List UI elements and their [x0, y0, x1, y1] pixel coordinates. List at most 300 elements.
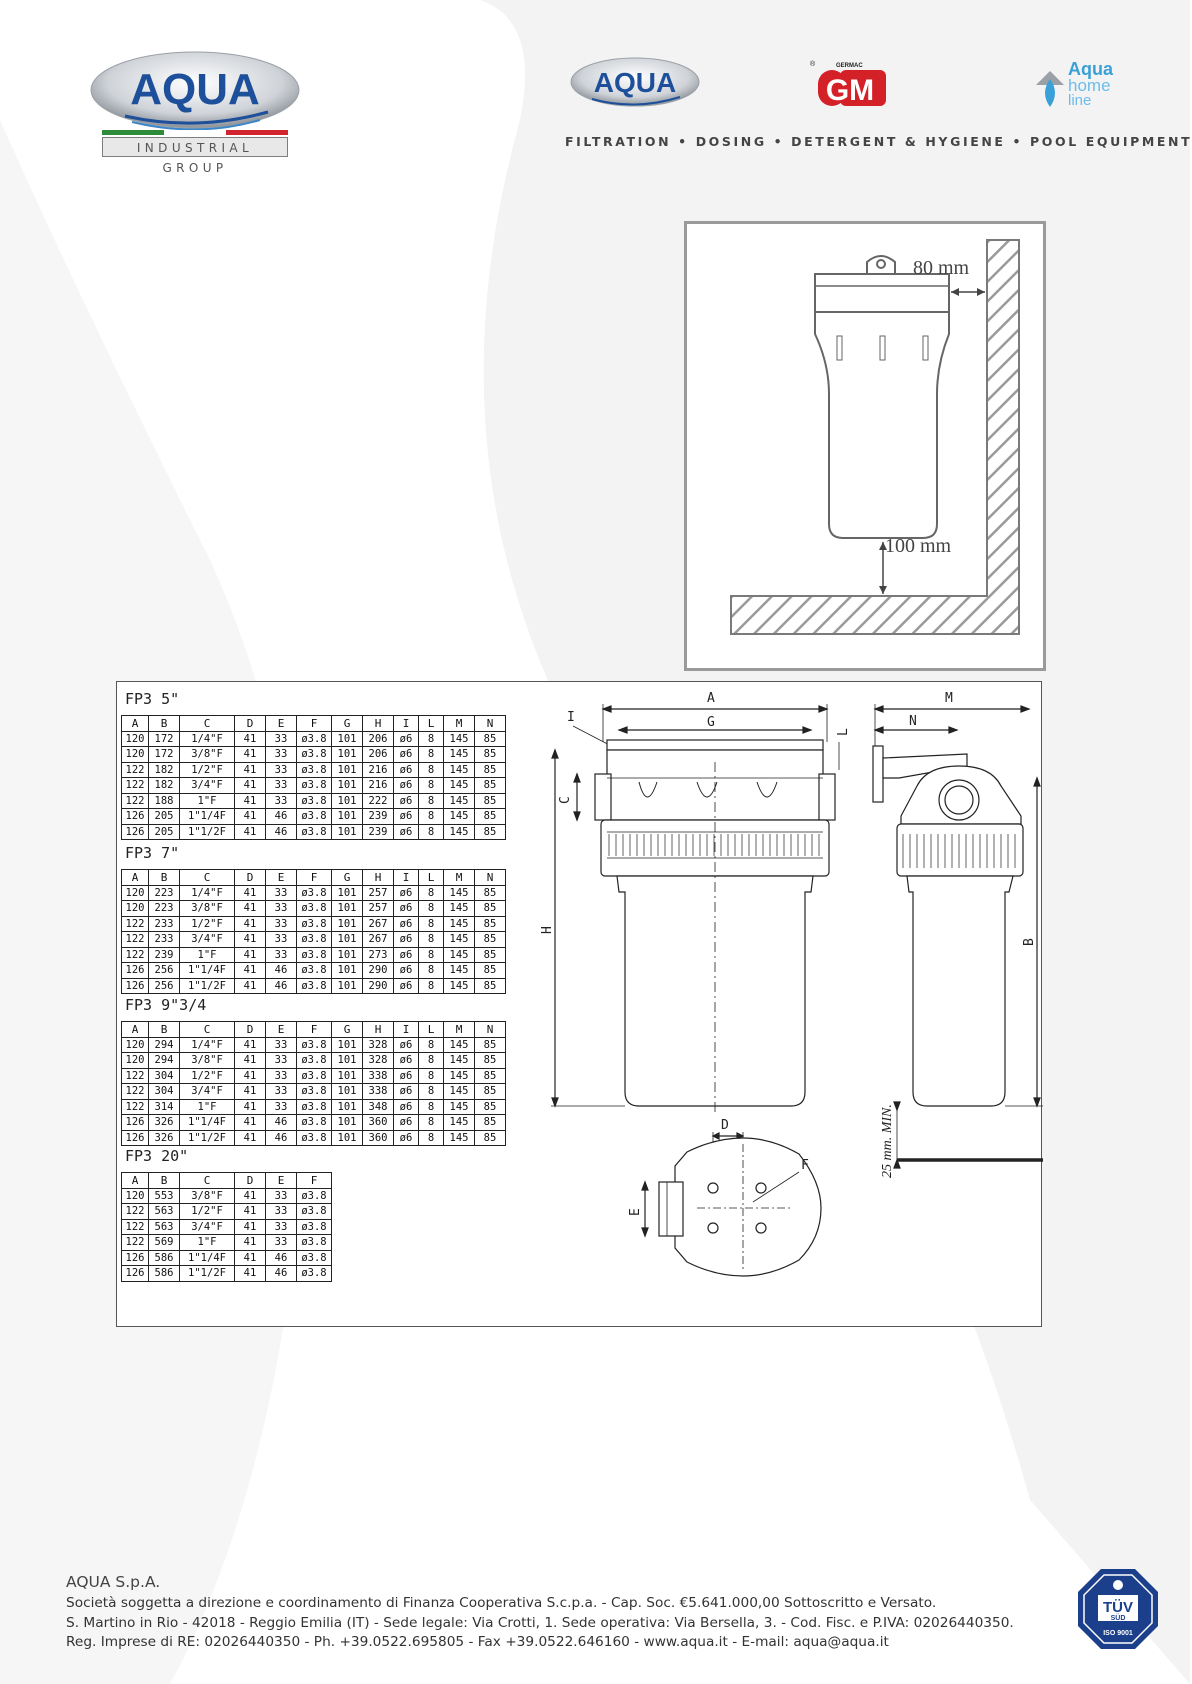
table-cell: ø6: [394, 747, 419, 763]
table-cell: ø3.8: [297, 1053, 332, 1069]
table-cell: 8: [419, 731, 444, 747]
table-cell: ø3.8: [297, 1084, 332, 1100]
table-cell: 41: [235, 1099, 266, 1115]
table-cell: 145: [444, 932, 475, 948]
table-cell: 33: [266, 885, 297, 901]
table-cell: 41: [235, 1219, 266, 1235]
table-row: [122, 885, 506, 901]
table-cell: 46: [266, 1266, 297, 1282]
table-cell: 41: [235, 885, 266, 901]
table-cell: ø6: [394, 916, 419, 932]
table-cell: 41: [235, 824, 266, 840]
table-cell: 360: [363, 1115, 394, 1131]
table-cell: ø3.8: [297, 978, 332, 994]
svg-text:®: ®: [810, 61, 816, 68]
footer-contact-line: Reg. Imprese di RE: 02026440350 - Ph. +39.0522.695805 - Fax +39.0522.646160 - www.aqua.it - E-mail: aqua@aqua.it: [66, 1634, 889, 1650]
table-cell: 41: [235, 963, 266, 979]
table-cell: 188: [149, 793, 180, 809]
table-cell: 239: [363, 809, 394, 825]
table-cell: 33: [266, 932, 297, 948]
table-cell: 3/4"F: [180, 932, 235, 948]
table-cell: 8: [419, 978, 444, 994]
table-cell: 101: [332, 1130, 363, 1146]
table-cell: 126: [122, 963, 149, 979]
svg-text:SÜD: SÜD: [1110, 1615, 1126, 1622]
side-view: [873, 691, 1043, 1178]
aqua-home-line-logo: [1028, 55, 1133, 115]
tuv-iso-certification-badge: [1076, 1567, 1160, 1651]
table-cell: 1"F: [180, 947, 235, 963]
column-header: L: [419, 1022, 444, 1038]
column-header: D: [235, 716, 266, 732]
table-cell: 233: [149, 916, 180, 932]
table-cell: 239: [363, 824, 394, 840]
table-cell: ø3.8: [297, 1188, 332, 1204]
table-cell: 33: [266, 793, 297, 809]
table-cell: 101: [332, 963, 363, 979]
table-cell: 1/2"F: [180, 762, 235, 778]
column-header: H: [363, 1022, 394, 1038]
table-cell: 126: [122, 1250, 149, 1266]
table-cell: 3/8"F: [180, 1053, 235, 1069]
table-cell: 85: [475, 731, 506, 747]
table-header-row: [122, 716, 506, 732]
table-cell: 290: [363, 963, 394, 979]
table-cell: 8: [419, 885, 444, 901]
column-header: I: [394, 716, 419, 732]
column-header: A: [122, 1022, 149, 1038]
table-cell: 85: [475, 932, 506, 948]
table-cell: ø3.8: [297, 1250, 332, 1266]
column-header: N: [475, 716, 506, 732]
table-cell: 233: [149, 932, 180, 948]
table-cell: 1"F: [180, 793, 235, 809]
table-cell: 256: [149, 963, 180, 979]
table-cell: 101: [332, 1037, 363, 1053]
table-cell: 33: [266, 1188, 297, 1204]
table-cell: 328: [363, 1037, 394, 1053]
table-cell: 338: [363, 1068, 394, 1084]
table-cell: 294: [149, 1037, 180, 1053]
table-cell: 182: [149, 762, 180, 778]
table-cell: ø3.8: [297, 1219, 332, 1235]
column-header: F: [297, 1022, 332, 1038]
svg-text:25 mm. MIN.: 25 mm. MIN.: [880, 1104, 895, 1178]
table-cell: 101: [332, 916, 363, 932]
table-cell: 33: [266, 762, 297, 778]
table-cell: 1"F: [180, 1099, 235, 1115]
table-cell: ø3.8: [297, 1099, 332, 1115]
table-cell: 586: [149, 1250, 180, 1266]
table-cell: 122: [122, 932, 149, 948]
table-cell: 85: [475, 778, 506, 794]
table-cell: 3/8"F: [180, 747, 235, 763]
table-cell: 222: [363, 793, 394, 809]
column-header: C: [180, 716, 235, 732]
table-row: [122, 1219, 332, 1235]
table-cell: 273: [363, 947, 394, 963]
table-cell: ø3.8: [297, 824, 332, 840]
svg-text:M: M: [945, 691, 953, 706]
column-header: H: [363, 870, 394, 886]
table-cell: ø6: [394, 824, 419, 840]
table-cell: 41: [235, 1053, 266, 1069]
table-cell: 1"1/4F: [180, 963, 235, 979]
table-cell: 101: [332, 1084, 363, 1100]
table-cell: 8: [419, 824, 444, 840]
company-name: AQUA S.p.A.: [66, 1573, 161, 1591]
table-cell: 216: [363, 762, 394, 778]
table-cell: 41: [235, 1235, 266, 1251]
table-cell: ø3.8: [297, 1115, 332, 1131]
table-cell: 122: [122, 1068, 149, 1084]
table-cell: 1/2"F: [180, 1204, 235, 1220]
table-cell: 41: [235, 978, 266, 994]
table-row: [122, 778, 506, 794]
table-cell: 126: [122, 1115, 149, 1131]
table-row: [122, 747, 506, 763]
column-header: D: [235, 870, 266, 886]
table-cell: 122: [122, 947, 149, 963]
table-cell: 145: [444, 762, 475, 778]
svg-text:A: A: [707, 691, 715, 706]
table-cell: 33: [266, 778, 297, 794]
table-cell: 348: [363, 1099, 394, 1115]
table-cell: 122: [122, 1099, 149, 1115]
table-cell: 126: [122, 978, 149, 994]
table-cell: 122: [122, 916, 149, 932]
table-cell: 145: [444, 731, 475, 747]
table-cell: 41: [235, 1068, 266, 1084]
footer-legal-line-1: Società soggetta a direzione e coordinamento di Finanza Cooperativa S.c.p.a. - Cap. Soc. €5.641.000,00 Sottoscritto e Versato.: [66, 1595, 937, 1611]
table-cell: 120: [122, 901, 149, 917]
table-cell: 569: [149, 1235, 180, 1251]
svg-text:G: G: [707, 715, 715, 730]
table-cell: 46: [266, 1250, 297, 1266]
table-cell: 8: [419, 932, 444, 948]
table-cell: 8: [419, 1037, 444, 1053]
table-cell: 304: [149, 1084, 180, 1100]
column-header: H: [363, 716, 394, 732]
table-row: [122, 947, 506, 963]
table-cell: 223: [149, 885, 180, 901]
table-cell: 101: [332, 1068, 363, 1084]
column-header: B: [149, 870, 180, 886]
table-cell: 145: [444, 1068, 475, 1084]
industrial-group-label: INDUSTRIAL GROUP: [102, 137, 288, 157]
table-cell: 33: [266, 747, 297, 763]
table-cell: ø3.8: [297, 731, 332, 747]
table-cell: 145: [444, 1115, 475, 1131]
svg-text:100 mm: 100 mm: [885, 535, 952, 557]
svg-text:B: B: [1022, 938, 1037, 946]
table-row: [122, 1235, 332, 1251]
table-cell: 101: [332, 1115, 363, 1131]
table-cell: 3/4"F: [180, 1084, 235, 1100]
table-cell: 101: [332, 885, 363, 901]
table-cell: ø3.8: [297, 1235, 332, 1251]
aqua-brand-logo: [570, 55, 700, 115]
installation-clearance-diagram: [684, 221, 1046, 671]
column-header: C: [180, 870, 235, 886]
table-cell: ø3.8: [297, 747, 332, 763]
table-cell: 41: [235, 731, 266, 747]
table-cell: 1"1/2F: [180, 824, 235, 840]
table-cell: 85: [475, 978, 506, 994]
svg-text:H: H: [540, 926, 555, 934]
svg-text:I: I: [567, 710, 575, 725]
table-cell: 145: [444, 824, 475, 840]
table-cell: 41: [235, 778, 266, 794]
filter-dimension-drawing: [540, 682, 1043, 1328]
table-row: [122, 793, 506, 809]
table-cell: ø6: [394, 1068, 419, 1084]
table-cell: 8: [419, 1099, 444, 1115]
table-cell: 85: [475, 916, 506, 932]
dimension-table: [121, 869, 506, 994]
column-header: L: [419, 716, 444, 732]
table-row: [122, 963, 506, 979]
table-cell: 145: [444, 947, 475, 963]
table-cell: 3/4"F: [180, 1219, 235, 1235]
table-cell: ø3.8: [297, 809, 332, 825]
gm-brand-logo: [808, 58, 890, 110]
table-cell: 8: [419, 901, 444, 917]
table-cell: ø6: [394, 778, 419, 794]
table-cell: 145: [444, 963, 475, 979]
table-cell: 41: [235, 1115, 266, 1131]
table-cell: 33: [266, 1204, 297, 1220]
svg-text:GM: GM: [825, 74, 875, 107]
table-cell: 8: [419, 762, 444, 778]
table-cell: 122: [122, 793, 149, 809]
table-cell: ø3.8: [297, 932, 332, 948]
table-cell: 1"1/4F: [180, 1250, 235, 1266]
table-cell: 8: [419, 1115, 444, 1131]
table-cell: ø6: [394, 885, 419, 901]
column-header: E: [266, 1173, 297, 1189]
table-cell: 1"1/2F: [180, 978, 235, 994]
table-row: [122, 901, 506, 917]
table-cell: 205: [149, 824, 180, 840]
table-cell: 85: [475, 793, 506, 809]
table-cell: 85: [475, 762, 506, 778]
table-cell: 120: [122, 885, 149, 901]
column-header: I: [394, 870, 419, 886]
table-cell: 46: [266, 809, 297, 825]
table-cell: 85: [475, 885, 506, 901]
table-row: [122, 1053, 506, 1069]
table-cell: 41: [235, 762, 266, 778]
table-cell: 239: [149, 947, 180, 963]
table-cell: 145: [444, 809, 475, 825]
table-cell: 120: [122, 731, 149, 747]
table-cell: 360: [363, 1130, 394, 1146]
dimension-table: [121, 1021, 506, 1146]
table-cell: 326: [149, 1130, 180, 1146]
table-cell: 8: [419, 963, 444, 979]
table-cell: 1"1/2F: [180, 1130, 235, 1146]
table-cell: 85: [475, 1099, 506, 1115]
table-cell: 41: [235, 1266, 266, 1282]
table-cell: 120: [122, 1188, 149, 1204]
dimension-table: [121, 715, 506, 840]
svg-text:AQUA: AQUA: [130, 65, 260, 114]
table-cell: ø6: [394, 1053, 419, 1069]
table-cell: 41: [235, 1188, 266, 1204]
table-cell: 290: [363, 978, 394, 994]
column-header: N: [475, 870, 506, 886]
table-cell: 145: [444, 778, 475, 794]
table-row: [122, 824, 506, 840]
table-cell: 41: [235, 1130, 266, 1146]
table-cell: 101: [332, 809, 363, 825]
table-cell: 8: [419, 809, 444, 825]
table-cell: 145: [444, 1130, 475, 1146]
table-row: [122, 762, 506, 778]
table-cell: 553: [149, 1188, 180, 1204]
table-cell: 85: [475, 1037, 506, 1053]
table-cell: 85: [475, 809, 506, 825]
column-header: M: [444, 870, 475, 886]
table-cell: 33: [266, 1053, 297, 1069]
table-title: FP3 20": [125, 1147, 189, 1165]
table-cell: 145: [444, 1053, 475, 1069]
column-header: A: [122, 870, 149, 886]
column-header: G: [332, 716, 363, 732]
column-header: G: [332, 870, 363, 886]
table-cell: ø6: [394, 901, 419, 917]
table-cell: 145: [444, 1037, 475, 1053]
table-cell: ø3.8: [297, 916, 332, 932]
table-cell: 122: [122, 1219, 149, 1235]
table-cell: 145: [444, 793, 475, 809]
table-cell: 41: [235, 1250, 266, 1266]
business-areas-tagline: FILTRATION • DOSING • DETERGENT & HYGIENE • POOL EQUIPMENT: [565, 134, 1192, 149]
table-cell: 101: [332, 978, 363, 994]
table-cell: ø3.8: [297, 1266, 332, 1282]
table-row: [122, 809, 506, 825]
table-row: [122, 1115, 506, 1131]
column-header: D: [235, 1173, 266, 1189]
table-cell: ø3.8: [297, 963, 332, 979]
table-cell: 101: [332, 1099, 363, 1115]
table-cell: ø3.8: [297, 778, 332, 794]
table-row: [122, 1188, 332, 1204]
table-row: [122, 1130, 506, 1146]
top-view: [628, 1118, 821, 1276]
table-cell: 256: [149, 978, 180, 994]
table-cell: 8: [419, 778, 444, 794]
column-header: F: [297, 870, 332, 886]
table-cell: ø6: [394, 978, 419, 994]
table-cell: 126: [122, 1266, 149, 1282]
table-cell: 101: [332, 778, 363, 794]
table-row: [122, 1068, 506, 1084]
front-view: [540, 691, 851, 1112]
svg-text:D: D: [721, 1118, 729, 1133]
dimension-table: [121, 1172, 332, 1282]
table-cell: 41: [235, 747, 266, 763]
table-cell: 126: [122, 809, 149, 825]
table-cell: ø6: [394, 1037, 419, 1053]
svg-text:N: N: [909, 714, 917, 729]
table-cell: 145: [444, 1099, 475, 1115]
table-cell: 8: [419, 747, 444, 763]
table-cell: 3/8"F: [180, 901, 235, 917]
column-header: E: [266, 716, 297, 732]
table-cell: 46: [266, 1115, 297, 1131]
table-cell: 122: [122, 1084, 149, 1100]
table-cell: 41: [235, 809, 266, 825]
table-cell: 85: [475, 1053, 506, 1069]
table-cell: 101: [332, 932, 363, 948]
table-cell: 85: [475, 824, 506, 840]
svg-text:home: home: [1068, 76, 1111, 95]
table-cell: 33: [266, 1219, 297, 1235]
table-cell: 126: [122, 1130, 149, 1146]
table-cell: 41: [235, 947, 266, 963]
table-cell: 85: [475, 1130, 506, 1146]
table-cell: 85: [475, 901, 506, 917]
table-cell: 33: [266, 1099, 297, 1115]
table-cell: 328: [363, 1053, 394, 1069]
table-cell: 33: [266, 916, 297, 932]
table-cell: 145: [444, 978, 475, 994]
column-header: B: [149, 716, 180, 732]
table-cell: 85: [475, 1084, 506, 1100]
svg-text:Aqua: Aqua: [1068, 59, 1113, 79]
table-cell: 172: [149, 747, 180, 763]
svg-text:line: line: [1068, 92, 1092, 109]
column-header: C: [180, 1173, 235, 1189]
table-cell: 206: [363, 747, 394, 763]
table-cell: ø6: [394, 731, 419, 747]
table-cell: 145: [444, 916, 475, 932]
table-cell: 257: [363, 885, 394, 901]
table-cell: ø6: [394, 963, 419, 979]
svg-text:L: L: [836, 728, 851, 736]
table-cell: 257: [363, 901, 394, 917]
table-cell: 1"1/2F: [180, 1266, 235, 1282]
table-cell: 101: [332, 947, 363, 963]
table-cell: 8: [419, 916, 444, 932]
table-cell: 563: [149, 1204, 180, 1220]
table-cell: 267: [363, 916, 394, 932]
table-cell: 41: [235, 916, 266, 932]
footer-legal-line-2: S. Martino in Rio - 42018 - Reggio Emilia (IT) - Sede legale: Via Crotti, 1. Sede operativa: Via Bersella, 3. - Cod. Fisc. e P.IVA: 02026440350.: [66, 1614, 1014, 1631]
svg-text:GERMAC: GERMAC: [836, 63, 863, 69]
svg-text:AQUA: AQUA: [593, 67, 677, 98]
table-cell: 85: [475, 747, 506, 763]
table-row: [122, 1250, 332, 1266]
table-cell: 205: [149, 809, 180, 825]
table-cell: 46: [266, 824, 297, 840]
table-title: FP3 7": [125, 844, 180, 862]
table-cell: 145: [444, 747, 475, 763]
table-cell: 101: [332, 731, 363, 747]
table-cell: 33: [266, 731, 297, 747]
table-cell: 33: [266, 1235, 297, 1251]
table-cell: ø6: [394, 1084, 419, 1100]
table-cell: 33: [266, 1068, 297, 1084]
svg-text:ISO 9001: ISO 9001: [1103, 1630, 1133, 1637]
table-row: [122, 1204, 332, 1220]
table-cell: 8: [419, 1130, 444, 1146]
table-cell: 85: [475, 1115, 506, 1131]
table-cell: 41: [235, 932, 266, 948]
svg-text:F: F: [801, 1158, 809, 1173]
